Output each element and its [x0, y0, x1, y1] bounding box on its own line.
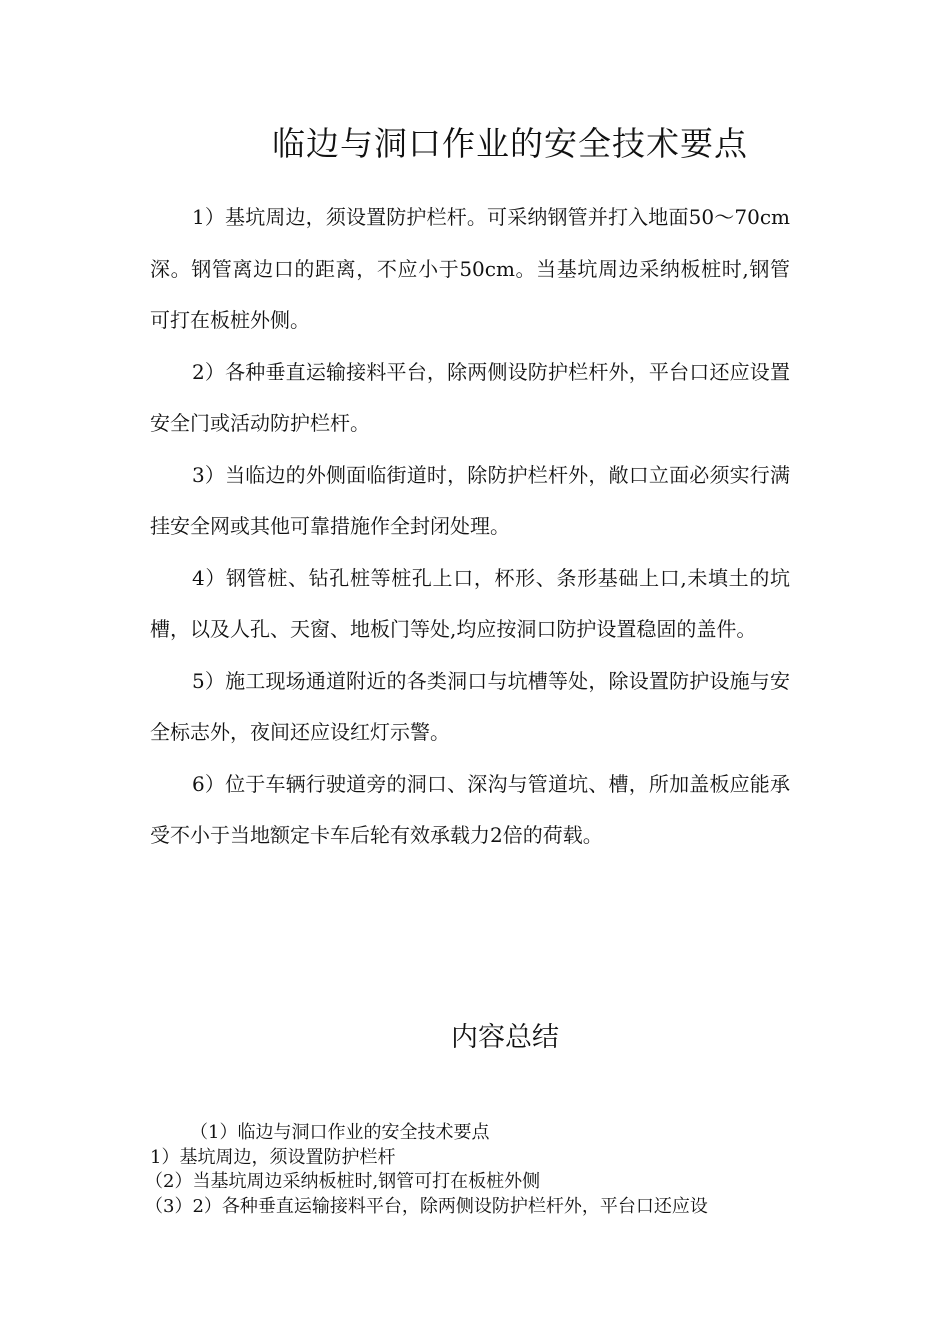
- document-body: [150, 192, 790, 862]
- paragraph-5: 5）施工现场通道附近的各类洞口与坑槽等处，除设置防护设施与安全标志外，夜间还应设红灯示警。: [150, 668, 790, 744]
- paragraph-3: 3）当临边的外侧面临街道时，除防护栏杆外，敞口立面必须实行满挂安全网或其他可靠措施作全封闭处理。: [150, 462, 790, 538]
- summary-line-3: （2）当基坑周边采纳板桩时,钢管可打在板桩外侧: [145, 1171, 541, 1192]
- summary-title: 内容总结: [451, 1022, 559, 1053]
- document-title: 临边与洞口作业的安全技术要点: [272, 124, 748, 163]
- summary-line-1: （1）临边与洞口作业的安全技术要点: [190, 1122, 490, 1143]
- summary-list: [145, 1121, 810, 1219]
- paragraph-6: 6）位于车辆行驶道旁的洞口、深沟与管道坑、槽，所加盖板应能承受不小于当地额定卡车后轮有效承载力2倍的荷载。: [150, 771, 790, 847]
- paragraph-2: 2）各种垂直运输接料平台，除两侧设防护栏杆外，平台口还应设置安全门或活动防护栏杆。: [150, 359, 790, 435]
- summary-line-2: 1）基坑周边，须设置防护栏杆: [150, 1146, 396, 1168]
- paragraph-4: 4）钢管桩、钻孔桩等桩孔上口，杯形、条形基础上口,未填土的坑槽，以及人孔、天窗、地板门等处,均应按洞口防护设置稳固的盖件。: [150, 565, 790, 641]
- paragraph-1: 1）基坑周边，须设置防护栏杆。可采纳钢管并打入地面50～70cm深。钢管离边口的距离，不应小于50cm。当基坑周边采纳板桩时,钢管可打在板桩外侧。: [150, 205, 790, 332]
- summary-line-4: （3）2）各种垂直运输接料平台，除两侧设防护栏杆外，平台口还应设: [145, 1195, 708, 1217]
